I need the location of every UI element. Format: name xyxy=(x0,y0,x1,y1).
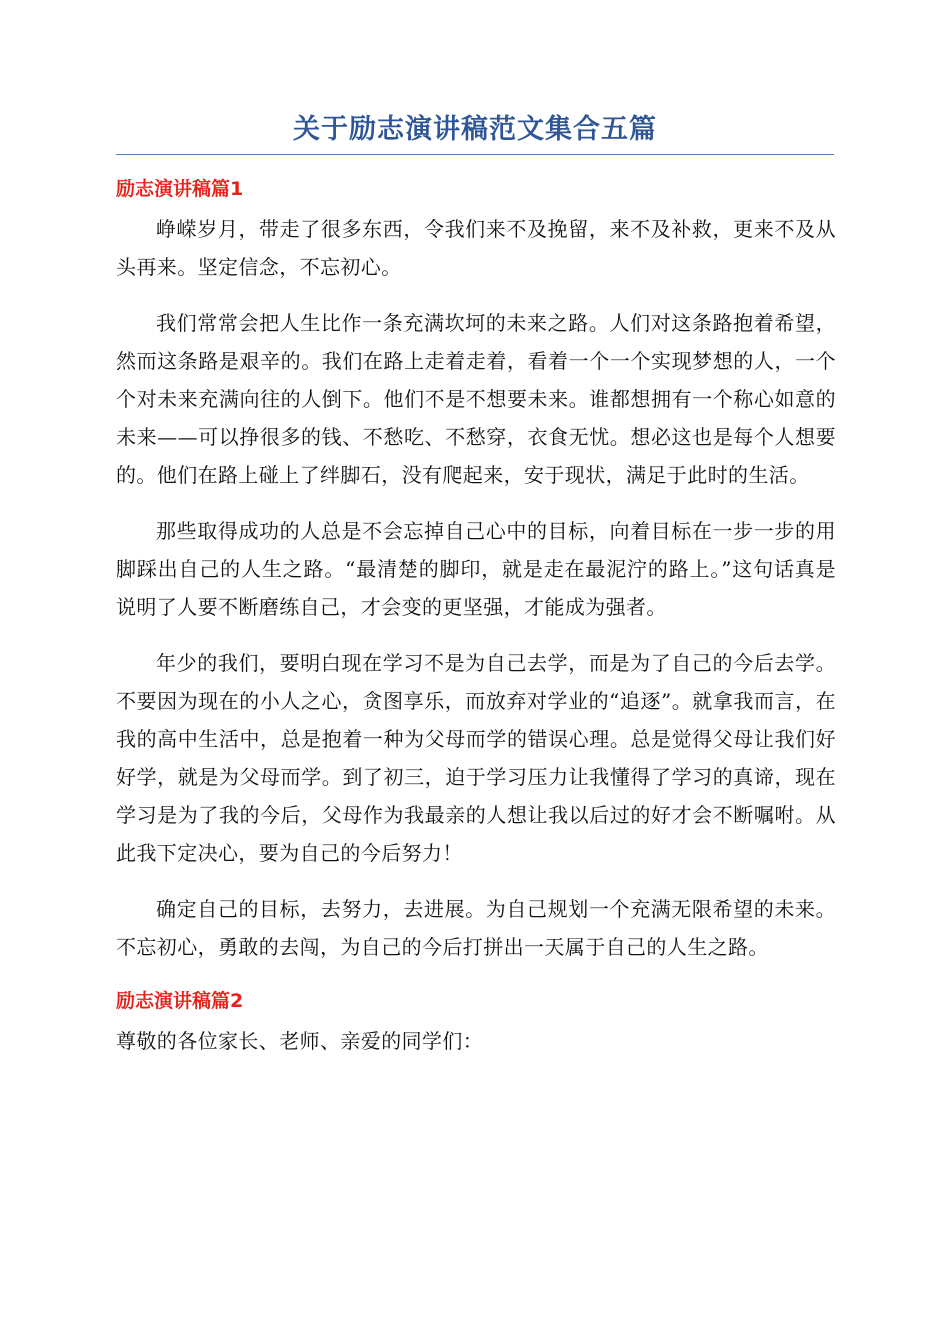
paragraph: 峥嵘岁月，带走了很多东西，令我们来不及挽留，来不及补救，更来不及从头再来。坚定信念，不忘初心。 xyxy=(116,217,836,279)
paragraph: 尊敬的各位家长、老师、亲爱的同学们： xyxy=(116,1029,484,1053)
document-body xyxy=(116,172,836,1078)
section-2 xyxy=(116,984,836,1060)
section-1 xyxy=(116,172,836,966)
page-title: 关于励志演讲稿范文集合五篇 xyxy=(293,114,657,145)
paragraph: 我们常常会把人生比作一条充满坎坷的未来之路。人们对这条路抱着希望，然而这条路是艰辛的。我们在路上走着走着，看着一个一个实现梦想的人，一个个对未来充满向往的人倒下。他们不是不想要未来。谁都想拥有一个称心如意的未来——可以挣很多的钱、不愁吃、不愁穿，衣食无忧。想必这也是每个人想要的。他们在路上碰上了绊脚石，没有爬起来，安于现状，满足于此时的生活。 xyxy=(116,311,836,487)
paragraph: 那些取得成功的人总是不会忘掉自己心中的目标，向着目标在一步一步的用脚踩出自己的人生之路。“最清楚的脚印，就是走在最泥泞的路上。”这句话真是说明了人要不断磨练自己，才会变的更坚强，才能成为强者。 xyxy=(116,519,836,619)
section-heading: 励志演讲稿篇1 xyxy=(116,178,244,200)
section-heading: 励志演讲稿篇2 xyxy=(116,990,244,1012)
paragraph: 年少的我们，要明白现在学习不是为自己去学，而是为了自己的今后去学。不要因为现在的小人之心，贪图享乐，而放弃对学业的“追逐”。就拿我而言，在我的高中生活中，总是抱着一种为父母而学的错误心理。总是觉得父母让我们好好学，就是为父母而学。到了初三，迫于学习压力让我懂得了学习的真谛，现在学习是为了我的今后，父母作为我最亲的人想让我以后过的好才会不断嘱咐。从此我下定决心，要为自己的今后努力！ xyxy=(116,651,836,865)
title-underline xyxy=(116,154,834,155)
paragraph: 确定自己的目标，去努力，去进展。为自己规划一个充满无限希望的未来。不忘初心，勇敢的去闯，为自己的今后打拼出一天属于自己的人生之路。 xyxy=(116,897,836,959)
